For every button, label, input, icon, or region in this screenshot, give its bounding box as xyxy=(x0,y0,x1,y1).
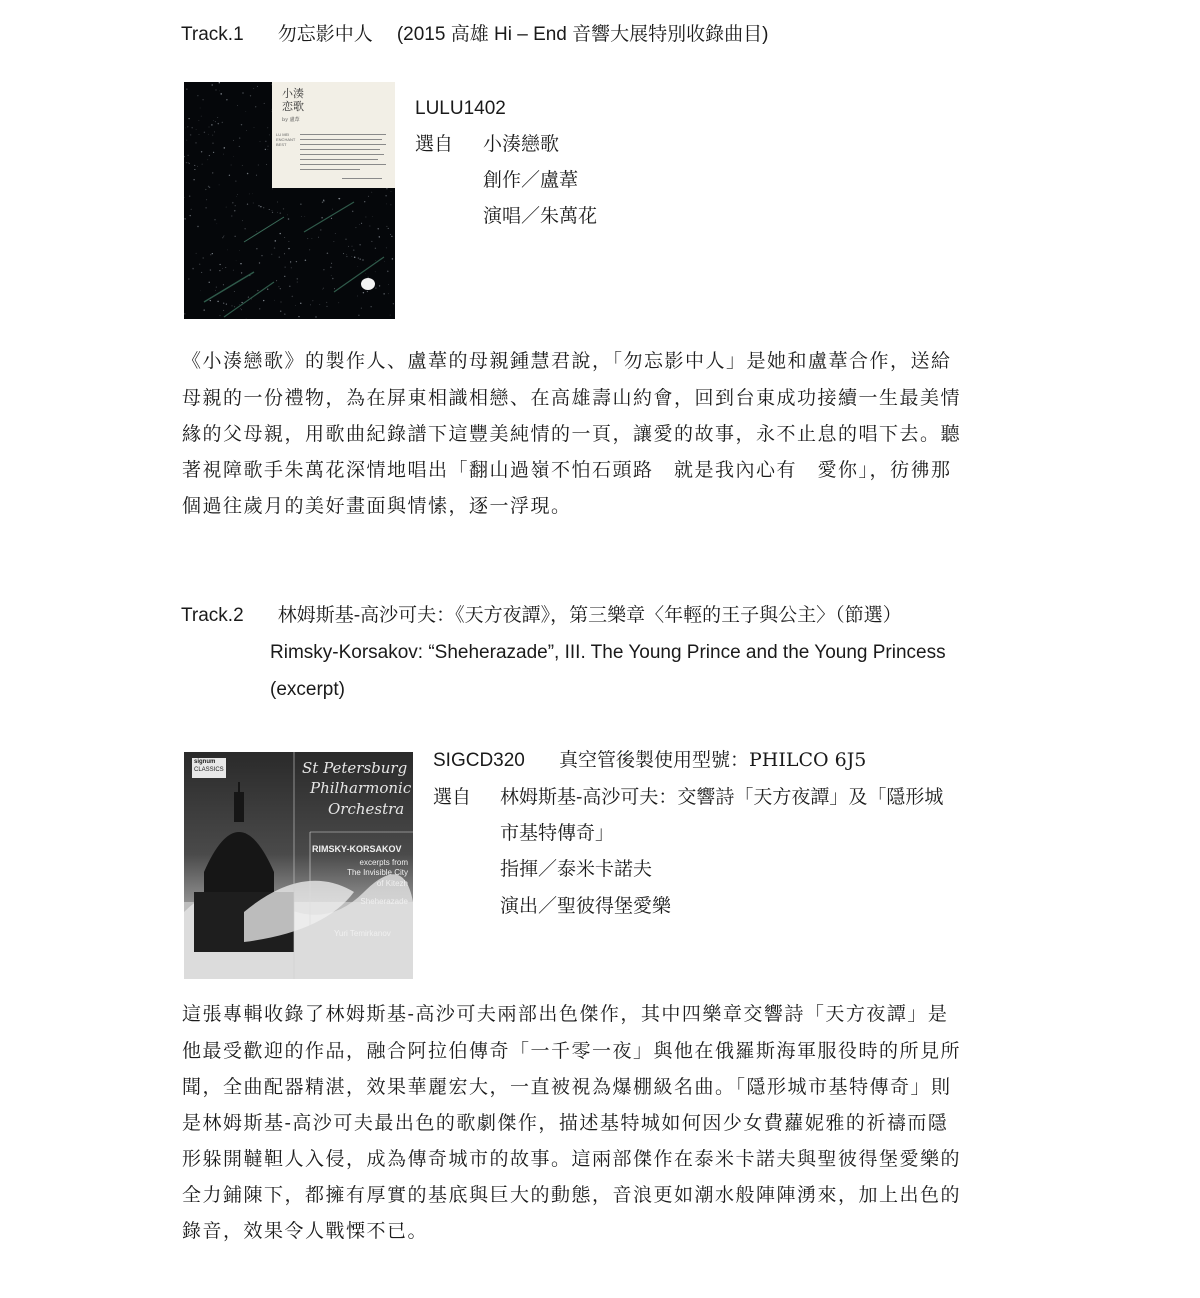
track2-label: Track.2 xyxy=(181,605,244,626)
track1-heading xyxy=(181,25,768,44)
paragraph-line: 個過往歲月的美好畫面與情愫，逐一浮現。 xyxy=(182,495,572,517)
track1-selected-label: 選自 xyxy=(415,133,454,155)
cover-title-line1: 小湊 xyxy=(282,87,304,100)
track1-album-cover xyxy=(184,82,395,319)
track2-orchestra: 演出／聖彼得堡愛樂 xyxy=(500,895,672,917)
track1-note: (2015 高雄 Hi – End 音響大展特別收錄曲目) xyxy=(396,24,769,45)
paragraph-line: 錄音，效果令人戰慄不已。 xyxy=(182,1220,429,1242)
track2-title-en-2: (excerpt) xyxy=(270,679,345,700)
track2-album-line1: 林姆斯基-高沙可夫：交響詩「天方夜譚」及「隱形城 xyxy=(500,786,944,808)
paragraph-line: 《小湊戀歌》的製作人、盧葦的母親鍾慧君說，「勿忘影中人」是她和盧葦合作，送給 xyxy=(182,350,952,372)
track2-catalog: SIGCD320 xyxy=(433,750,525,771)
track1-performer: 演唱／朱萬花 xyxy=(483,205,598,227)
orchestra-script xyxy=(302,758,411,819)
cover-title-line2: 恋歌 xyxy=(282,99,304,113)
track1-label: Track.1 xyxy=(181,24,244,45)
paragraph-line: 著視障歌手朱萬花深情地唱出「翻山過嶺不怕石頭路 就是我內心有 愛你」，彷彿那 xyxy=(182,459,952,481)
label-logo xyxy=(192,758,226,778)
label-logo-line2: CLASSICS xyxy=(194,766,224,773)
track1-catalog: LULU1402 xyxy=(415,98,506,119)
paragraph-line: 緣的父母親，用歌曲紀錄譜下這豐美純情的一頁，讓愛的故事，永不止息的唱下去。聽 xyxy=(182,423,962,445)
cover-excerpts-2: The Invisible City xyxy=(347,868,408,878)
paragraph-line: 這張專輯收錄了林姆斯基-高沙可夫兩部出色傑作，其中四樂章交響詩「天方夜譚」是 xyxy=(182,1003,949,1025)
track2-heading xyxy=(181,606,902,625)
cover-work2: Sheherazade xyxy=(360,897,408,907)
paragraph-line: 聞，全曲配器精湛，效果華麗宏大，一直被視為爆棚級名曲。「隱形城市基特傳奇」則 xyxy=(182,1076,952,1098)
paragraph-line: 母親的一份禮物，為在屏東相識相戀、在高雄壽山約會，回到台東成功接續一生最美情 xyxy=(182,387,962,409)
paragraph-line: 形躲開韃靼人入侵，成為傳奇城市的故事。這兩部傑作在泰米卡諾夫與聖彼得堡愛樂的 xyxy=(182,1148,962,1170)
track2-album-line2: 市基特傳奇」 xyxy=(500,822,615,844)
paragraph-line: 全力鋪陳下，都擁有厚實的基底與巨大的動態，音浪更如潮水般陣陣湧來，加上出色的 xyxy=(182,1184,962,1206)
cover-conductor: Yuri Temirkanov xyxy=(334,929,391,938)
track2-catalog-line xyxy=(433,751,866,770)
script-line2: Philharmonic xyxy=(310,779,412,798)
track2-selected-label: 選自 xyxy=(433,786,472,808)
cover-subtitle: by 盧葦 xyxy=(282,117,300,123)
paragraph-line: 是林姆斯基-高沙可夫最出色的歌劇傑作，描述基特城如何因少女費蘿妮雅的祈禱而隱 xyxy=(182,1112,949,1134)
track1-album: 小湊戀歌 xyxy=(483,133,560,155)
track2-tube-note: 真空管後製使用型號：PHILCO 6J5 xyxy=(558,749,867,771)
track2-title-en: Rimsky-Korsakov: “Sheherazade”, III. The Young Prince and the Young Princess xyxy=(270,642,946,663)
cover-excerpts-3: of Kitezh xyxy=(376,878,408,888)
track1-composer: 創作／盧葦 xyxy=(483,169,579,191)
track2-conductor: 指揮／泰米卡諾夫 xyxy=(500,858,653,880)
script-line3: Orchestra xyxy=(328,799,405,818)
cover-excerpts-1: excerpts from xyxy=(359,858,408,867)
cover-title-panel xyxy=(272,82,395,188)
cover-composer: RIMSKY-KORSAKOV xyxy=(312,844,402,854)
paragraph-line: 他最受歡迎的作品，融合阿拉伯傳奇「一千零一夜」與他在俄羅斯海軍服役時的所見所 xyxy=(182,1040,962,1062)
cover-side-text: LU MEI ENCHANT BEST xyxy=(276,132,296,148)
script-line1: St Petersburg xyxy=(302,759,408,777)
cover-info-box xyxy=(312,836,408,936)
track2-album-cover xyxy=(184,752,413,979)
track2-title: 林姆斯基-高沙可夫：《天方夜譚》，第三樂章〈年輕的王子與公主〉（節選） xyxy=(277,604,902,626)
track1-title: 勿忘影中人 xyxy=(277,23,373,45)
label-logo-line1: signum xyxy=(194,759,216,765)
